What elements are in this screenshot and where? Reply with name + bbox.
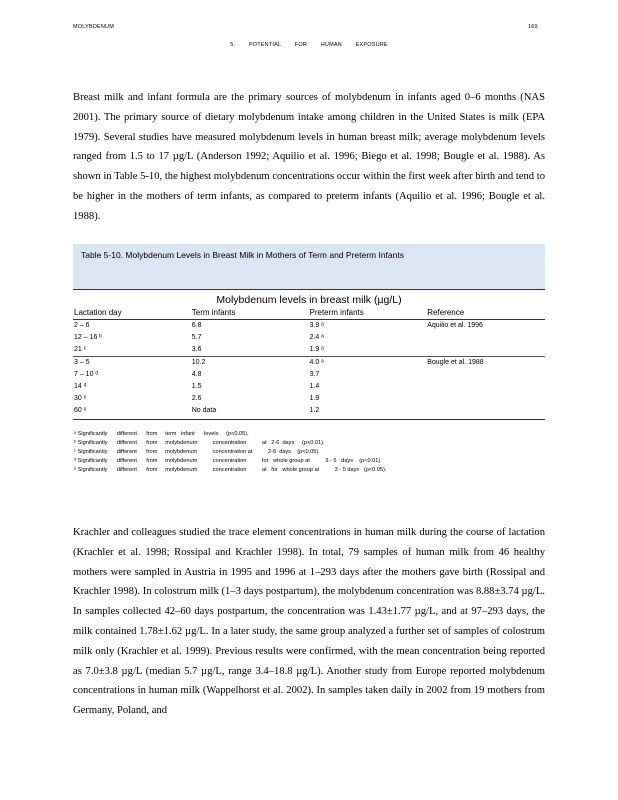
- chapter-header: 5. POTENTIAL FOR HUMAN EXPOSURE: [230, 42, 388, 48]
- cell-reference: Aquilio et al. 1996: [427, 322, 483, 329]
- cell-lactation-day: 3 – 5: [74, 359, 90, 366]
- column-header-term-infants: Term infants: [191, 308, 236, 317]
- cell-reference: [427, 369, 545, 381]
- footnote-b: ᵇ Significantly different from molybdenum concentration at 2-6 days (p<0.01).: [74, 440, 325, 446]
- cell-preterm: 1.4: [309, 383, 320, 390]
- column-header-preterm-infants: Preterm infants: [309, 308, 364, 317]
- cell-term: 1.5: [191, 383, 202, 390]
- cell-term: 2.6: [191, 395, 202, 402]
- cell-reference: [427, 381, 545, 393]
- cell-preterm: 1.9 ᵃ: [309, 346, 324, 353]
- cell-preterm: 1.2: [309, 407, 320, 414]
- footnote-a: ᵃ Significantly different from term infant levels (p<0.05).: [74, 431, 249, 437]
- cell-preterm: 3.7: [309, 371, 320, 378]
- cell-reference: Bougle et al. 1988: [427, 359, 484, 366]
- table-column-headers: [73, 307, 545, 320]
- table-row: [73, 332, 545, 344]
- cell-term: 10.2: [191, 359, 206, 366]
- cell-lactation-day: 12 – 16 ᵇ: [74, 334, 102, 341]
- running-header-title: MOLYBDENUM: [73, 24, 115, 30]
- cell-term: 5.7: [191, 334, 202, 341]
- cell-preterm: 3.9 ᵃ: [309, 322, 324, 329]
- paragraph-krachler-studies: Krachler and colleagues studied the trace element concentrations in human milk during the course of lactation (Krachler et al. 1998; Rossipal and Krachler 1998). In total, 79 samples of human milk from 46 healthy mothers were sampled in Austria in 1995 and 1996 at 1–293 days after the mothers gave birth (Rossipal and Krachler 1998). In colostrum milk (1–3 days postpartum), the molybdenum concentration was 8.88±3.74 µg/L. In samples collected 42–60 days postpartum, the concentration was 1.43±1.77 µg/L, and at 97–293 days, the milk contained 1.78±1.62 µg/L. In a later study, the same group analyzed a further set of samples of colostrum milk only (Krachler et al. 1999). Previous results were confirmed, with the mean concentration being reported as 7.0±3.8 µg/L (median 5.7 µg/L, range 3.4–18.8 µg/L). Another study from Europe reported molybdenum concentrations in human milk (Wappelhorst et al. 2002). In samples taken daily in 2002 from 19 mothers from Germany, Poland, and: [73, 527, 545, 717]
- table-bottom-rule: [73, 419, 545, 420]
- footnote-c: ᶜ Significantly different from molybdenum concentration at 2-6 days (p<0.05).: [74, 449, 320, 455]
- table-row: [73, 369, 545, 381]
- cell-lactation-day: 30 ᵉ: [74, 395, 87, 402]
- cell-term: 3.6: [191, 346, 202, 353]
- cell-preterm: 4.0 ᵃ: [309, 359, 324, 366]
- paragraph-breast-milk-intro: Breast milk and infant formula are the primary sources of molybdenum in infants aged 0–6 months (NAS 2001). The primary source of dietary molybdenum intake among children in the United States is milk (EPA 1979). Several studies have measured molybdenum levels in human breast milk; average molybdenum levels ranged from 1.5 to 17 µg/L (Anderson 1992; Aquilio et al. 1996; Biego et al. 1998; Bougle et al. 1988). As shown in Table 5-10, the highest molybdenum concentrations occur within the first week after birth and tend to be higher in the mothers of term infants, as compared to preterm infants (Aquilio et al. 1996; Bougle et al. 1988).: [73, 92, 545, 222]
- table-row: [73, 356, 545, 369]
- table-5-10: [73, 244, 545, 475]
- cell-lactation-day: 21 ᶜ: [74, 346, 87, 353]
- cell-reference: [427, 405, 545, 417]
- table-row: [73, 381, 545, 393]
- page-number: 169: [528, 24, 538, 30]
- cell-preterm: 1.9: [309, 395, 320, 402]
- cell-reference: [427, 393, 545, 405]
- cell-lactation-day: 14 ᵈ: [74, 383, 87, 390]
- table-row: [73, 393, 545, 405]
- cell-reference: [427, 344, 545, 356]
- cell-lactation-day: 60 ᵉ: [74, 407, 87, 414]
- cell-term: No data: [191, 407, 217, 414]
- table-row: [73, 344, 545, 356]
- table-subheading: Molybdenum levels in breast milk (µg/L): [216, 294, 402, 306]
- table-row: [73, 320, 545, 332]
- cell-preterm: 2.4 ᵃ: [309, 334, 324, 341]
- table-caption: Table 5-10. Molybdenum Levels in Breast Milk in Mothers of Term and Preterm Infants: [73, 244, 545, 290]
- column-header-reference: Reference: [427, 308, 465, 317]
- table-row: [73, 405, 545, 417]
- footnote-e: ᵉ Significantly different from molybdenum concentration at for whole group at 3 - 5 days (p<0.05).: [74, 467, 387, 473]
- cell-reference: [427, 332, 545, 344]
- cell-lactation-day: 2 – 6: [74, 322, 90, 329]
- column-header-lactation-day: Lactation day: [74, 308, 122, 317]
- cell-lactation-day: 7 – 10 ᵈ: [74, 371, 99, 378]
- cell-term: 6.8: [191, 322, 202, 329]
- cell-term: 4.8: [191, 371, 202, 378]
- footnote-d: ᵈ Significantly different from molybdenum concentration for whole group at 3 - 5 days (p<0.01).: [74, 458, 382, 464]
- table-footnotes: [73, 430, 545, 475]
